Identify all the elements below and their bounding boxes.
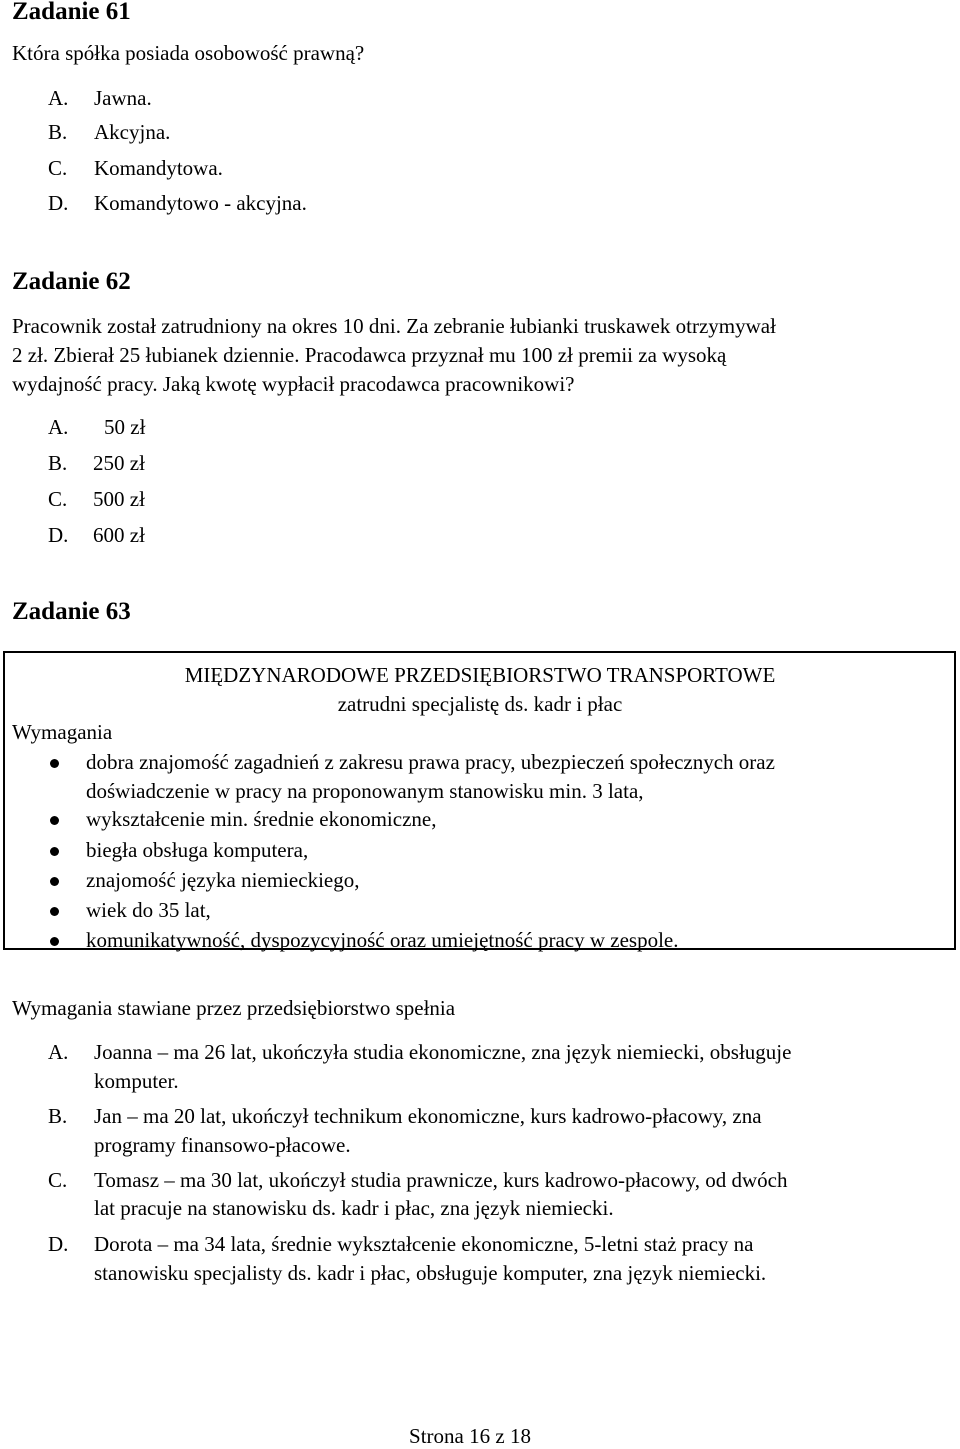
task63-question: Wymagania stawiane przez przedsiębiorstwo spełnia [12, 996, 456, 1020]
bullet-icon [50, 759, 59, 768]
option-letter: D. [48, 191, 69, 215]
option-text: Akcyjna. [94, 120, 171, 144]
option-text: Komandytowa. [94, 156, 223, 180]
option-text: Jawna. [94, 86, 152, 110]
task62-title: Zadanie 62 [12, 268, 131, 295]
requirement-text: komunikatywność, dyspozycyjność oraz umiejętność pracy w zespole. [86, 928, 679, 952]
requirement-text: znajomość języka niemieckiego, [86, 868, 360, 892]
ad-subtitle: zatrudni specjalistę ds. kadr i płac [337, 692, 623, 716]
option-letter: A. [48, 1040, 69, 1064]
option-text: 250 zł [93, 451, 145, 475]
task62-line: wydajność pracy. Jaką kwotę wypłacił pracodawca pracownikowi? [12, 372, 575, 396]
option-letter: C. [48, 1168, 68, 1192]
task62-line: Pracownik został zatrudniony na okres 10 dni. Za zebranie łubianki truskawek otrzymywał [12, 314, 776, 338]
bullet-icon [50, 877, 59, 886]
option-text: Dorota – ma 34 lata, średnie wykształcenie ekonomiczne, 5-letni staż pracy na [94, 1232, 754, 1256]
option-letter: B. [48, 120, 68, 144]
ad-company: MIĘDZYNARODOWE PRZEDSIĘBIORSTWO TRANSPORTOWE [184, 663, 776, 687]
option-text: 500 zł [93, 487, 145, 511]
option-letter: A. [48, 415, 69, 439]
task62-line: 2 zł. Zbierał 25 łubianek dziennie. Pracodawca przyznał mu 100 zł premii za wysoką [12, 343, 727, 367]
option-text: 600 zł [93, 523, 145, 547]
bullet-icon [50, 907, 59, 916]
option-text: Joanna – ma 26 lat, ukończyła studia ekonomiczne, zna język niemiecki, obsługuje [94, 1040, 792, 1064]
task61-question: Która spółka posiada osobowość prawną? [12, 41, 365, 65]
requirement-text: doświadczenie w pracy na proponowanym stanowisku min. 3 lata, [86, 779, 644, 803]
option-text: komputer. [94, 1069, 179, 1093]
bullet-icon [50, 847, 59, 856]
option-letter: C. [48, 156, 68, 180]
bullet-icon [50, 937, 59, 946]
option-letter: B. [48, 1104, 68, 1128]
requirement-text: dobra znajomość zagadnień z zakresu prawa pracy, ubezpieczeń społecznych oraz [86, 750, 775, 774]
task63-title: Zadanie 63 [12, 598, 131, 625]
option-text: programy finansowo-płacowe. [94, 1133, 351, 1157]
option-letter: C. [48, 487, 68, 511]
requirement-text: biegła obsługa komputera, [86, 838, 309, 862]
bullet-icon [50, 816, 59, 825]
requirements-label: Wymagania [12, 720, 113, 744]
option-text: Komandytowo - akcyjna. [94, 191, 307, 215]
option-letter: A. [48, 86, 69, 110]
option-text: Tomasz – ma 30 lat, ukończył studia prawnicze, kurs kadrowo-płacowy, od dwóch [94, 1168, 788, 1192]
requirement-text: wykształcenie min. średnie ekonomiczne, [86, 807, 437, 831]
option-letter: B. [48, 451, 68, 475]
page-number: Strona 16 z 18 [409, 1424, 531, 1448]
option-text: stanowisku specjalisty ds. kadr i płac, obsługuje komputer, zna język niemiecki. [94, 1261, 767, 1285]
option-text: lat pracuje na stanowisku ds. kadr i płac, zna język niemiecki. [94, 1196, 614, 1220]
task61-title: Zadanie 61 [12, 0, 131, 25]
option-letter: D. [48, 523, 69, 547]
option-text: Jan – ma 20 lat, ukończył technikum ekonomiczne, kurs kadrowo-płacowy, zna [94, 1104, 762, 1128]
option-text: 50 zł [104, 415, 146, 439]
requirement-text: wiek do 35 lat, [86, 898, 211, 922]
option-letter: D. [48, 1232, 69, 1256]
